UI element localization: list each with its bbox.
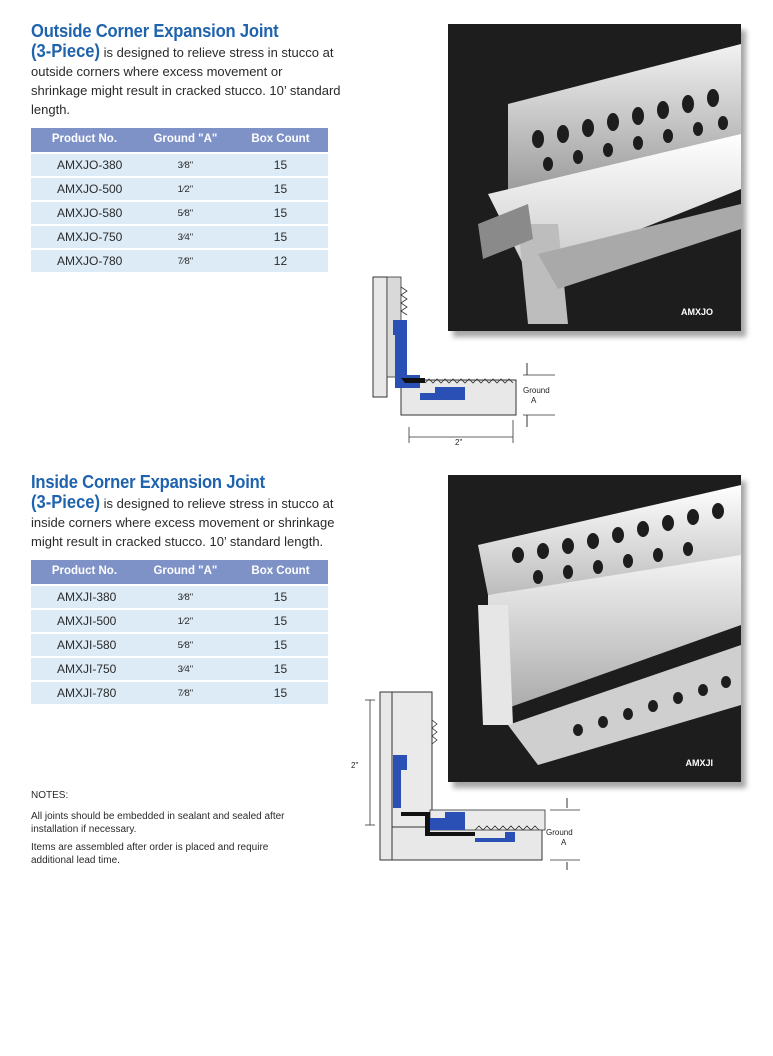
count-cell: 15 <box>233 633 328 657</box>
outside-piece-label: (3-Piece) <box>31 41 101 61</box>
inside-ground-label: Ground <box>546 828 573 837</box>
inside-spec-table <box>31 560 328 704</box>
header-ground: Ground "A" <box>138 560 233 585</box>
inside-photo-label: AMXJI <box>685 758 713 768</box>
product-cell: AMXJI-580 <box>31 633 138 657</box>
product-cell: AMXJO-780 <box>31 249 138 272</box>
count-cell: 15 <box>233 201 328 225</box>
count-cell: 15 <box>233 657 328 681</box>
note-item: All joints should be embedded in sealant and sealed after installation if necessary. <box>31 811 285 835</box>
table-row <box>31 177 328 201</box>
inside-piece-label: (3-Piece) <box>31 492 101 512</box>
table-header-row <box>31 560 328 585</box>
header-product: Product No. <box>31 560 138 585</box>
count-cell: 15 <box>233 681 328 704</box>
table-row <box>31 153 328 177</box>
ground-cell: 5⁄8" <box>138 633 233 657</box>
outside-corner-section <box>31 20 341 272</box>
table-row <box>31 225 328 249</box>
outside-a-label: A <box>531 396 537 405</box>
product-cell: AMXJI-380 <box>31 585 138 609</box>
product-cell: AMXJO-750 <box>31 225 138 249</box>
table-row <box>31 633 328 657</box>
table-row <box>31 609 328 633</box>
header-count: Box Count <box>233 128 328 153</box>
product-cell: AMXJI-750 <box>31 657 138 681</box>
inside-a-label: A <box>561 838 567 847</box>
count-cell: 15 <box>233 585 328 609</box>
ground-cell: 3⁄4" <box>138 225 233 249</box>
count-cell: 15 <box>233 609 328 633</box>
table-row <box>31 249 328 272</box>
table-row <box>31 585 328 609</box>
outside-ground-label: Ground <box>523 386 550 395</box>
outside-spec-table <box>31 128 328 272</box>
product-cell: AMXJO-380 <box>31 153 138 177</box>
outside-corner-diagram <box>365 275 565 447</box>
product-cell: AMXJI-780 <box>31 681 138 704</box>
count-cell: 15 <box>233 153 328 177</box>
product-cell: AMXJO-500 <box>31 177 138 201</box>
header-ground: Ground "A" <box>138 128 233 153</box>
outside-photo-label: AMXJO <box>680 307 713 317</box>
header-count: Box Count <box>233 560 328 585</box>
outside-desc-rest: outside corners where excess movement or shrinkage might result in cracked stucco. 10’ standard length. <box>31 64 341 117</box>
table-row <box>31 657 328 681</box>
notes-section <box>31 789 291 872</box>
table-row <box>31 681 328 704</box>
ground-cell: 1⁄2" <box>138 609 233 633</box>
ground-cell: 7⁄8" <box>138 249 233 272</box>
count-cell: 12 <box>233 249 328 272</box>
ground-cell: 1⁄2" <box>138 177 233 201</box>
notes-heading: NOTES: <box>31 790 69 801</box>
note-item: Items are assembled after order is placed and require additional lead time. <box>31 842 269 866</box>
product-cell: AMXJO-580 <box>31 201 138 225</box>
count-cell: 15 <box>233 225 328 249</box>
outside-corner-title: Outside Corner Expansion Joint <box>31 21 279 41</box>
outside-desc-first: is designed to relieve stress in stucco at <box>100 45 334 60</box>
outside-corner-description <box>31 42 341 119</box>
ground-cell: 3⁄4" <box>138 657 233 681</box>
inside-corner-description <box>31 493 341 551</box>
ground-cell: 7⁄8" <box>138 681 233 704</box>
ground-cell: 3⁄8" <box>138 585 233 609</box>
ground-cell: 3⁄8" <box>138 153 233 177</box>
header-product: Product No. <box>31 128 138 153</box>
inside-desc-first: is designed to relieve stress in stucco at <box>100 496 334 511</box>
inside-corner-diagram <box>345 690 585 870</box>
table-row <box>31 201 328 225</box>
outside-width-label: 2" <box>455 438 463 447</box>
inside-corner-title: Inside Corner Expansion Joint <box>31 472 265 492</box>
product-cell: AMXJI-500 <box>31 609 138 633</box>
inside-corner-section <box>31 471 341 704</box>
inside-desc-rest: inside corners where excess movement or shrinkage might result in cracked stucco. 10’ standard length. <box>31 515 335 549</box>
count-cell: 15 <box>233 177 328 201</box>
table-header-row <box>31 128 328 153</box>
inside-height-label: 2" <box>351 761 359 770</box>
ground-cell: 5⁄8" <box>138 201 233 225</box>
